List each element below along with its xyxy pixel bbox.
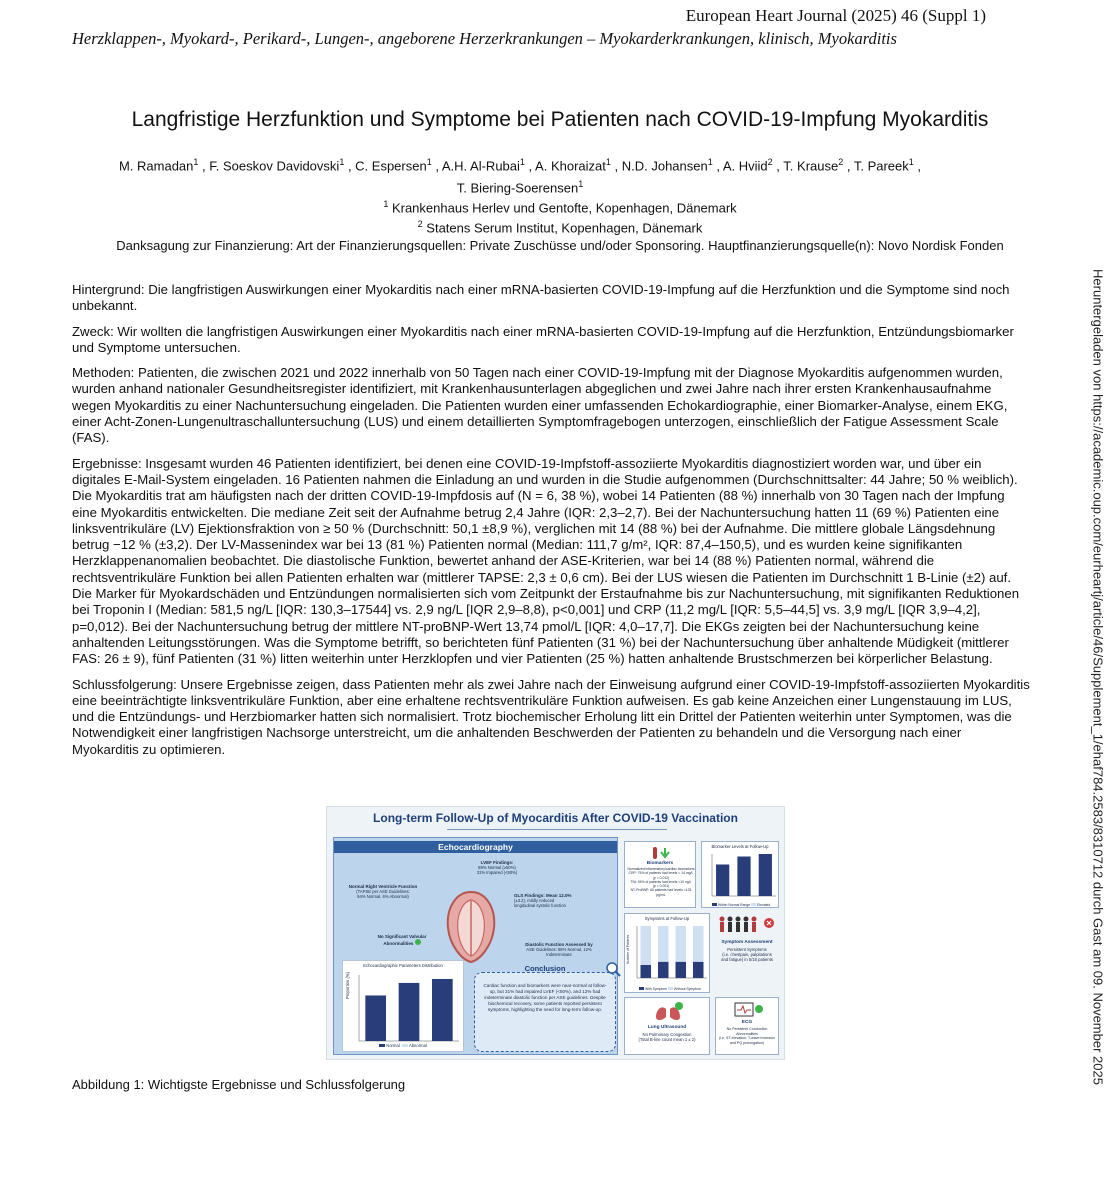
ecg-line-2: Abnormalities: [736, 1031, 758, 1036]
author-name: A. Hviid: [722, 158, 768, 174]
figure-title: Long-term Follow-Up of Myocarditis After COVID-19 Vaccination: [373, 811, 738, 825]
author-name: A.H. Al-Rubai: [441, 158, 520, 174]
lvef-findings: [462, 860, 532, 875]
diastolic-line-2: ASE Guidelines: 88% Normal, 12%: [526, 947, 592, 952]
biomarkers-line-5: (p < 0.001): [652, 884, 670, 889]
patients-icon: [717, 915, 777, 937]
conclusion-box: [474, 964, 616, 1052]
author-affiliation-number: 1: [426, 157, 432, 167]
paragraph-purpose: Zweck: Wir wollten die langfristigen Auswirkungen einer Myokarditis nach einer mRNA-basierten COVID-19-Impfung auf die Herzfunktion, Entzündungsbiomarker und Symptome untersuchen.: [72, 323, 1014, 355]
check-icon: [415, 939, 421, 945]
category-line: Herzklappen-, Myokard-, Perikard-, Lungen-, angeborene Herzerkrankungen – Myokarderkrankungen, klinisch, Myokarditis: [72, 29, 897, 48]
author-affiliation-number: 1: [339, 157, 345, 167]
bar: [365, 995, 386, 1041]
author-affiliation-number: 2: [767, 157, 773, 167]
author-affiliation-number: 2: [838, 157, 844, 167]
download-watermark-text: Heruntergeladen von https://academic.oup.com/eurheartj/article/46/Supplement_1/ehaf784.2583/8310712 durch Gast am 09. November 2025: [1090, 269, 1106, 1085]
legend-swatch-with-symptom: [639, 987, 644, 990]
author-name: M. Ramadan: [118, 158, 194, 174]
legend-with-symptom: With Symptom: [644, 987, 667, 991]
heart-icon: [442, 886, 500, 966]
rv-line-2: 94% Normal, 6% Abnormal): [357, 894, 409, 899]
biomarkers-line-1: Normalized inflammatory/cardiac biomarkers: [627, 867, 695, 871]
biomarkers-line-6: NT-ProBNP: All patients had levels <125 pg/mL: [630, 888, 692, 897]
gls-line-2: longitudinal systolic function: [514, 903, 566, 908]
author-affiliation-number: 1: [193, 157, 199, 167]
diastolic-line-1: Diastolic Function Assessed by: [525, 942, 593, 947]
funding-note: Danksagung zur Finanzierung: Art der Finanzierungsquellen: Private Zuschüsse und/oder Sponsoring. Hauptfinanzierungsquelle(n): Novo Nordisk Fonden: [116, 237, 1004, 253]
legend-elevated: Elevated: [757, 903, 771, 907]
gls-line-1: (±3.2), mildly reduced: [514, 898, 555, 903]
author-name: T. Krause: [783, 158, 839, 174]
author-name: A. Khoraizat: [535, 158, 606, 174]
legend-swatch-without-symptom: [668, 987, 673, 990]
bar-with-symptom: [693, 962, 704, 978]
article-title: Langfristige Herzfunktion und Symptome bei Patienten nach COVID-19-Impfung Myokarditis: [131, 108, 989, 131]
conclusion-text: Cardiac function and biomarkers were near-normal at follow-up, but 31% had impaired LVEF (<50%), and 12% had indeterminate diastolic function per ASE guidelines. Despite biochemical recovery, some patients reported persistent symptoms, highlighting the need for long-term follow-up.: [483, 983, 607, 1012]
echo-parameters-chart: [342, 960, 464, 1052]
ecg-line-1: No Persistent Conduction: [726, 1027, 768, 1031]
lung-ultrasound-card: [624, 997, 710, 1055]
author-name: F. Soeskov Davidovski: [209, 158, 340, 174]
biomarkers-line-4: TNI: 94% of patients had levels <10 ng/L: [630, 879, 692, 884]
bar-without-symptom: [693, 926, 704, 962]
symptoms-chart-svg: [625, 922, 711, 986]
valve-findings: [362, 934, 442, 946]
symptom-title: Symptom Assessment: [721, 940, 773, 945]
echo-title: Echocardiography: [334, 841, 617, 853]
biomarker-chart-legend: [712, 903, 770, 908]
symptoms-chart-card: [624, 913, 710, 993]
legend-swatch-abnormal: [402, 1044, 408, 1047]
lung-line-1: No Pulmonary Congestion: [642, 1032, 692, 1037]
affiliation-1: $^1$ Krankenhaus Herlev und Gentofte, Kopenhagen, Dänemark: [383, 199, 737, 216]
affiliation-2: $^2$ Statens Serum Institut, Kopenhagen, Dänemark: [417, 219, 703, 236]
author-affiliation-number: 1: [707, 157, 713, 167]
valve-line-2: Abnormalities: [383, 941, 414, 946]
bar: [432, 979, 453, 1041]
author-affiliation-number: 1: [908, 157, 914, 167]
symptom-line-1: Persistent Symptoms: [727, 947, 767, 952]
conclusion-title: Conclusion: [524, 964, 566, 973]
ecg-title: ECG: [741, 1020, 753, 1025]
abstract-body: [72, 282, 1030, 767]
author-name: N.D. Johansen: [621, 158, 708, 174]
symptoms-chart-ylabel: Number of Patients: [626, 934, 630, 964]
lvef-heading: LVEF Findings:: [480, 860, 514, 865]
title-underline: [447, 829, 667, 830]
magnifier-icon: [605, 961, 621, 977]
symptoms-chart-legend: [639, 987, 701, 992]
paragraph-background: Hintergrund: Die langfristigen Auswirkungen einer Myokarditis nach einer mRNA-basierten COVID-19-Impfung auf die Herzfunktion und die Symptome sind noch unbekannt.: [72, 282, 1010, 314]
lung-line-2: (Total B-line count mean 1 ± 2): [638, 1037, 696, 1042]
diastolic-line-3: Indeterminate: [546, 952, 572, 957]
lung-title: Lung Ultrasound: [647, 1025, 687, 1030]
legend-swatch-normal-range: [712, 903, 717, 906]
download-watermark: [1090, 262, 1106, 1092]
author-name: C. Espersen: [355, 158, 427, 174]
rv-heading: Normal Right Ventricle Function: [348, 884, 418, 889]
affiliations: [60, 196, 1060, 254]
author-name: T. Biering-Soerensen: [456, 180, 579, 196]
rv-findings: [338, 884, 428, 899]
biomarkers-card: [624, 841, 696, 908]
author-affiliation-number: 1: [605, 157, 611, 167]
bar: [716, 865, 729, 897]
symptom-text: [715, 947, 779, 962]
biomarkers-title: Biomarkers: [646, 861, 674, 866]
ecg-line-4: and PQ prolongation): [729, 1040, 765, 1045]
ecg-card: [715, 997, 779, 1055]
ecg-line-3: (i.e. ST-elevation, T-wave inversion: [719, 1036, 775, 1041]
legend-abnormal: Abnormal: [408, 1043, 427, 1048]
legend-swatch-elevated: [751, 903, 756, 906]
symptom-line-3: and fatigue) in 5/16 patients: [721, 957, 773, 962]
figure-caption: Abbildung 1: Wichtigste Ergebnisse und Schlussfolgerung: [72, 1077, 406, 1092]
author-affiliation-number: 1: [519, 157, 525, 167]
bar: [399, 983, 420, 1041]
symptom-line-2: (i.e. chestpain, palpitations: [722, 952, 772, 957]
bar-with-symptom: [676, 962, 687, 978]
legend-swatch-normal: [379, 1044, 385, 1047]
legend-normal-range: Within Normal Range: [717, 903, 751, 907]
echo-chart-legend: [379, 1043, 427, 1048]
gls-findings: [514, 893, 614, 908]
bar-without-symptom: [658, 926, 669, 962]
bar-without-symptom: [676, 926, 687, 962]
bar-with-symptom: [641, 965, 652, 978]
biomarker-chart-title: Biomarker Levels at Follow-Up: [711, 844, 769, 849]
ecg-icon: [734, 1001, 764, 1019]
bar: [737, 857, 750, 896]
gls-heading: GLS Findings: Mean 12.0%: [514, 893, 572, 898]
valve-line-1: No Significant Valvular: [377, 934, 427, 939]
paragraph-methods: Methoden: Patienten, die zwischen 2021 und 2022 innerhalb von 50 Tagen nach einer COVID-19-Impfung mit der Diagnose Myokarditis aufgenommen wurden, wurden anhand nationaler Gesundheitsregister identifiziert, mit Krankenhausunterlagen abgeglichen und zwei Jahre nach ihrer ersten Krankenhausaufnahme wegen Myokarditis zu einer Nachuntersuchung eingeladen. Die Patienten wurden einer umfassenden Echokardiographie, einer Biomarker-Analyse, einem EKG, einer Acht-Zonen-Lungenultraschalluntersuchung (LUS) und einem detaillierten Symptomfragebogen unterzogen, einschließlich der Fatigue Assessment Scale (FAS).: [72, 365, 1008, 446]
journal-citation: European Heart Journal (2025) 46 (Suppl 1): [685, 6, 986, 25]
biomarkers-line-2: CRP: 75% of patients had levels < 14 mg/L: [628, 871, 694, 876]
lvef-normal: 69% Normal (≥50%): [478, 865, 516, 870]
biomarkers-text: [627, 867, 695, 897]
diastolic-findings: [504, 942, 614, 957]
bar-without-symptom: [641, 926, 652, 965]
graphical-abstract: [326, 806, 785, 1060]
symptom-assessment: [715, 913, 779, 993]
lung-text: [625, 1032, 709, 1042]
bar-with-symptom: [658, 962, 669, 978]
author-affiliation-number: 1: [578, 179, 584, 190]
paragraph-results: Ergebnisse: Insgesamt wurden 46 Patienten identifiziert, bei denen eine COVID-19-Impfstoff-assoziierte Myokarditis diagnostiziert worden war, und über ein digitales E-Mail-System eingeladen. 16 Patienten nahmen die Einladung an und wurden in die Studie aufgenommen (Durchschnittsalter: 44 Jahre; 50 % weiblich). Die Myokarditis trat am häufigsten nach der dritten COVID-19-Impfdosis auf (N = 6, 38 %), wobei 14 Patienten (88 %) innerhalb von 30 Tagen nach der Impfung eine Myokarditis entwickelten. Die mediane Zeit seit der Aufnahme betrug 2,4 Jahre (IQR: 2,3–2,7). Bei der Nachuntersuchung hatten 11 (69 %) Patienten eine linksventrikuläre (LV) Ejektionsfraktion von ≥ 50 % (Durchschnitt: 50,1 ±8,9 %), verglichen mit 14 (88 %) bei der Aufnahme. Die mittlere globale Längsdehnung betrug −12 % (±3,2). Der LV-Massenindex war bei 13 (81 %) Patienten normal (Median: 111,7 g/m², IQR: 87,4–150,5), und es wurden keine signifikanten Herzklappenanomalien beobachtet. Die diastolische Funktion, bewertet anhand der ASE-Kriterien, war bei 14 (88 %) Patienten normal, während die rechtsventrikuläre Funktion bei allen Patienten erhalten war (mittlerer TAPSE: 2,3 ± 0,6 cm). Bei der LUS wiesen die Patienten im Durchschnitt 1 B-Linie (±2) auf. Die Marker für Myokardschäden und Entzündungen normalisierten sich vom Zeitpunkt der Erstaufnahme bis zur Nachuntersuchung, mit signifikanten Reduktionen bei Troponin I (Median: 581,5 ng/L [IQR: 130,3–17544] vs. 2,9 ng/L [IQR 2,9–8,8), p<0,001] und CRP (11,2 mg/L [IQR: 5,5–44,5] vs. 3,9 mg/L [IQR 3,9–4,2], p=0,012). Bei der Nachuntersuchung betrug der mittlere NT-proBNP-Wert 13,74 pmol/L [IQR: 4,0–17,7]. Die EKGs zeigten bei der Nachuntersuchung keine anhaltenden Leitungsstörungen. Was die Symptome betrifft, so berichteten fünf Patienten (31 %) bei der Nachuntersuchung über anhaltende Müdigkeit (mittlerer FAS: 26 ± 9), fünf Patienten (31 %) litten weiterhin unter Herzklopfen und vier Patienten (25 %) hatten anhaltende Brustschmerzen bei körperlicher Belastung.: [72, 455, 1020, 667]
legend-normal: Normal: [386, 1043, 400, 1048]
echo-chart-svg: [343, 971, 463, 1049]
ecg-text: [716, 1027, 778, 1045]
bar: [759, 854, 772, 896]
biomarkers-line-3: (p = 0.012): [652, 875, 670, 880]
legend-without-symptom: Without Symptom: [673, 987, 701, 991]
symptoms-chart-title: Symptoms at Follow-Up: [644, 916, 690, 921]
lvef-impaired: 31% Impaired (<50%): [476, 870, 518, 875]
biomarker-chart-card: [701, 841, 779, 908]
echo-chart-ylabel: Proportion (%): [345, 972, 350, 999]
author-name: T. Pareek: [853, 158, 909, 174]
echo-chart-title: Echocardiographic Parameters Distribution: [363, 963, 443, 968]
paragraph-conclusion: Schlussfolgerung: Unsere Ergebnisse zeigen, dass Patienten mehr als zwei Jahre nach der Einweisung aufgrund einer COVID-19-Impfstoff-assoziierten Myokarditis eine beeinträchtigte linksventrikuläre Funktion, aber eine erhaltene rechtsventrikuläre Funktion aufweisen. Es gab keine Anzeichen einer Lungenstauung im LUS, und die Entzündungs- und Herzbiomarker hatten sich normalisiert. Trotz biochemischer Erholung litt ein Drittel der Patienten weiterhin unter Symptomen, was die Notwendigkeit einer langfristigen Nachsorge unterstreicht, um die anhaltenden Beschwerden der Patienten zu behandeln und die Versorgung nach einer Myokarditis zu optimieren.: [72, 676, 1030, 757]
echo-panel: [333, 837, 618, 1055]
test-tube-icon: [649, 846, 673, 860]
lungs-icon: [653, 1001, 683, 1023]
rv-line-1: (TAPSE per ASE Guidelines:: [356, 889, 410, 894]
author-list: M. Ramadan$^1$ , F. Soeskov Davidovski$^1$ , C. Espersen$^1$ , A.H. Al-Rubai$^1$ , A. Khoraizat$^1$ , N.D. Johansen$^1$ , A. Hviid$^2$ , T. Krause$^2$ , T. Pareek$^1$ , T. Biering-Soerensen$^1$: [118, 157, 922, 196]
biomarker-chart-svg: [702, 850, 780, 902]
